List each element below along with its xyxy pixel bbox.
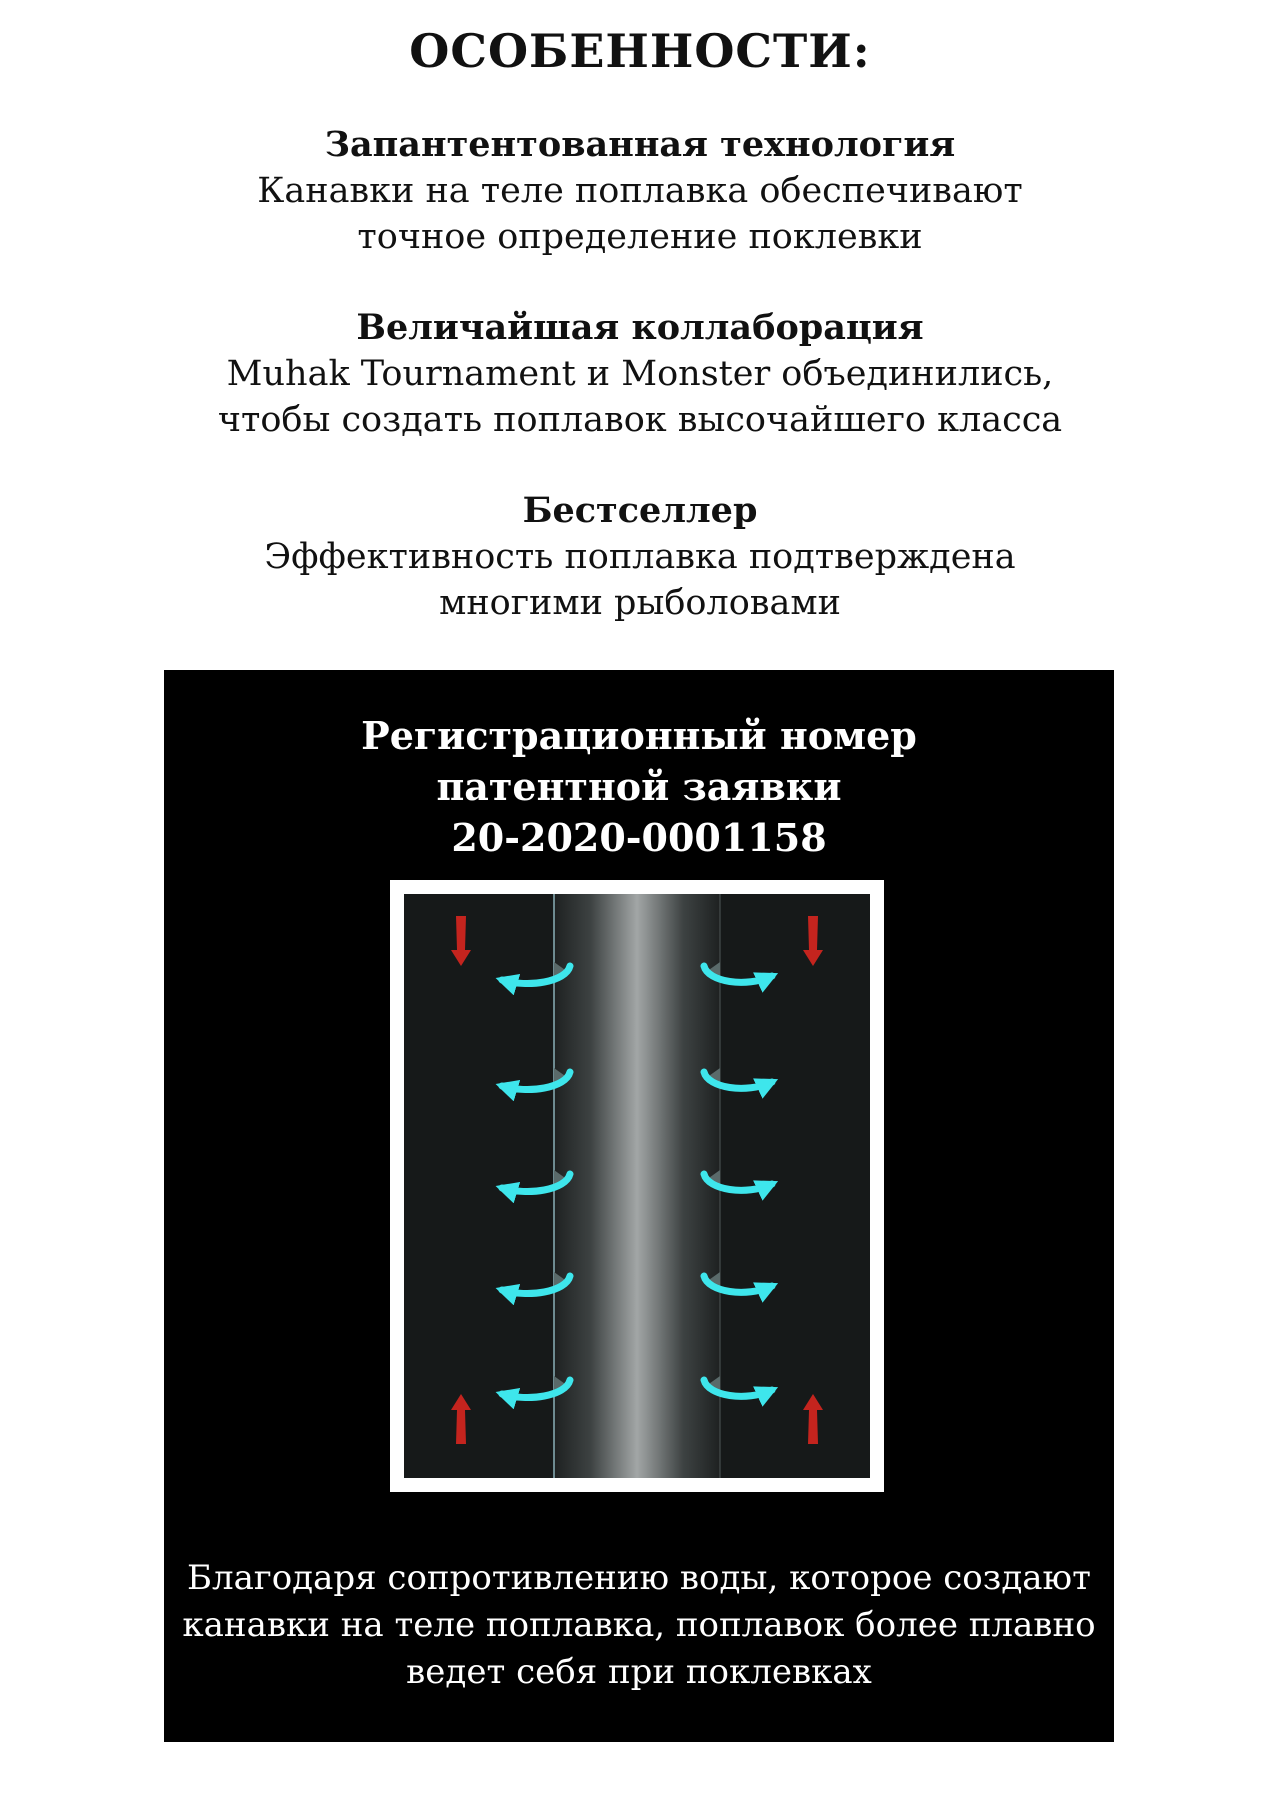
patent-heading-line: Регистрационный номер xyxy=(361,713,917,758)
feature-bestseller xyxy=(0,488,1280,626)
page-title: ОСОБЕННОСТИ: xyxy=(409,24,871,78)
feature-title: Запантентованная технология xyxy=(324,124,956,165)
patent-caption-line: канавки на теле поплавка, поплавок более плавно xyxy=(182,1605,1096,1645)
patent-caption-line: Благодаря сопротивлению воды, которое создают xyxy=(187,1558,1091,1598)
patent-panel xyxy=(164,670,1114,1742)
feature-text-line: многими рыболовами xyxy=(439,583,841,623)
float-groove-diagram xyxy=(390,880,884,1492)
patent-caption xyxy=(164,1555,1114,1696)
patent-caption-line: ведет себя при поклевках xyxy=(406,1652,872,1692)
feature-text-line: Канавки на теле поплавка обеспечивают xyxy=(257,171,1023,211)
patent-heading xyxy=(164,710,1114,863)
float-body xyxy=(554,894,720,1478)
feature-text-line: точное определение поклевки xyxy=(357,217,923,257)
feature-text-line: Эффективность поплавка подтверждена xyxy=(264,537,1016,577)
feature-text-line: Muhak Tournament и Monster объединились, xyxy=(226,354,1054,394)
feature-text-line: чтобы создать поплавок высочайшего класса xyxy=(217,400,1063,440)
feature-patented-technology xyxy=(0,122,1280,260)
patent-heading-line: патентной заявки xyxy=(436,764,842,809)
patent-number: 20-2020-0001158 xyxy=(451,815,827,860)
feature-collaboration xyxy=(0,305,1280,443)
feature-title: Бестселлер xyxy=(522,490,758,531)
feature-title: Величайшая коллаборация xyxy=(356,307,924,348)
